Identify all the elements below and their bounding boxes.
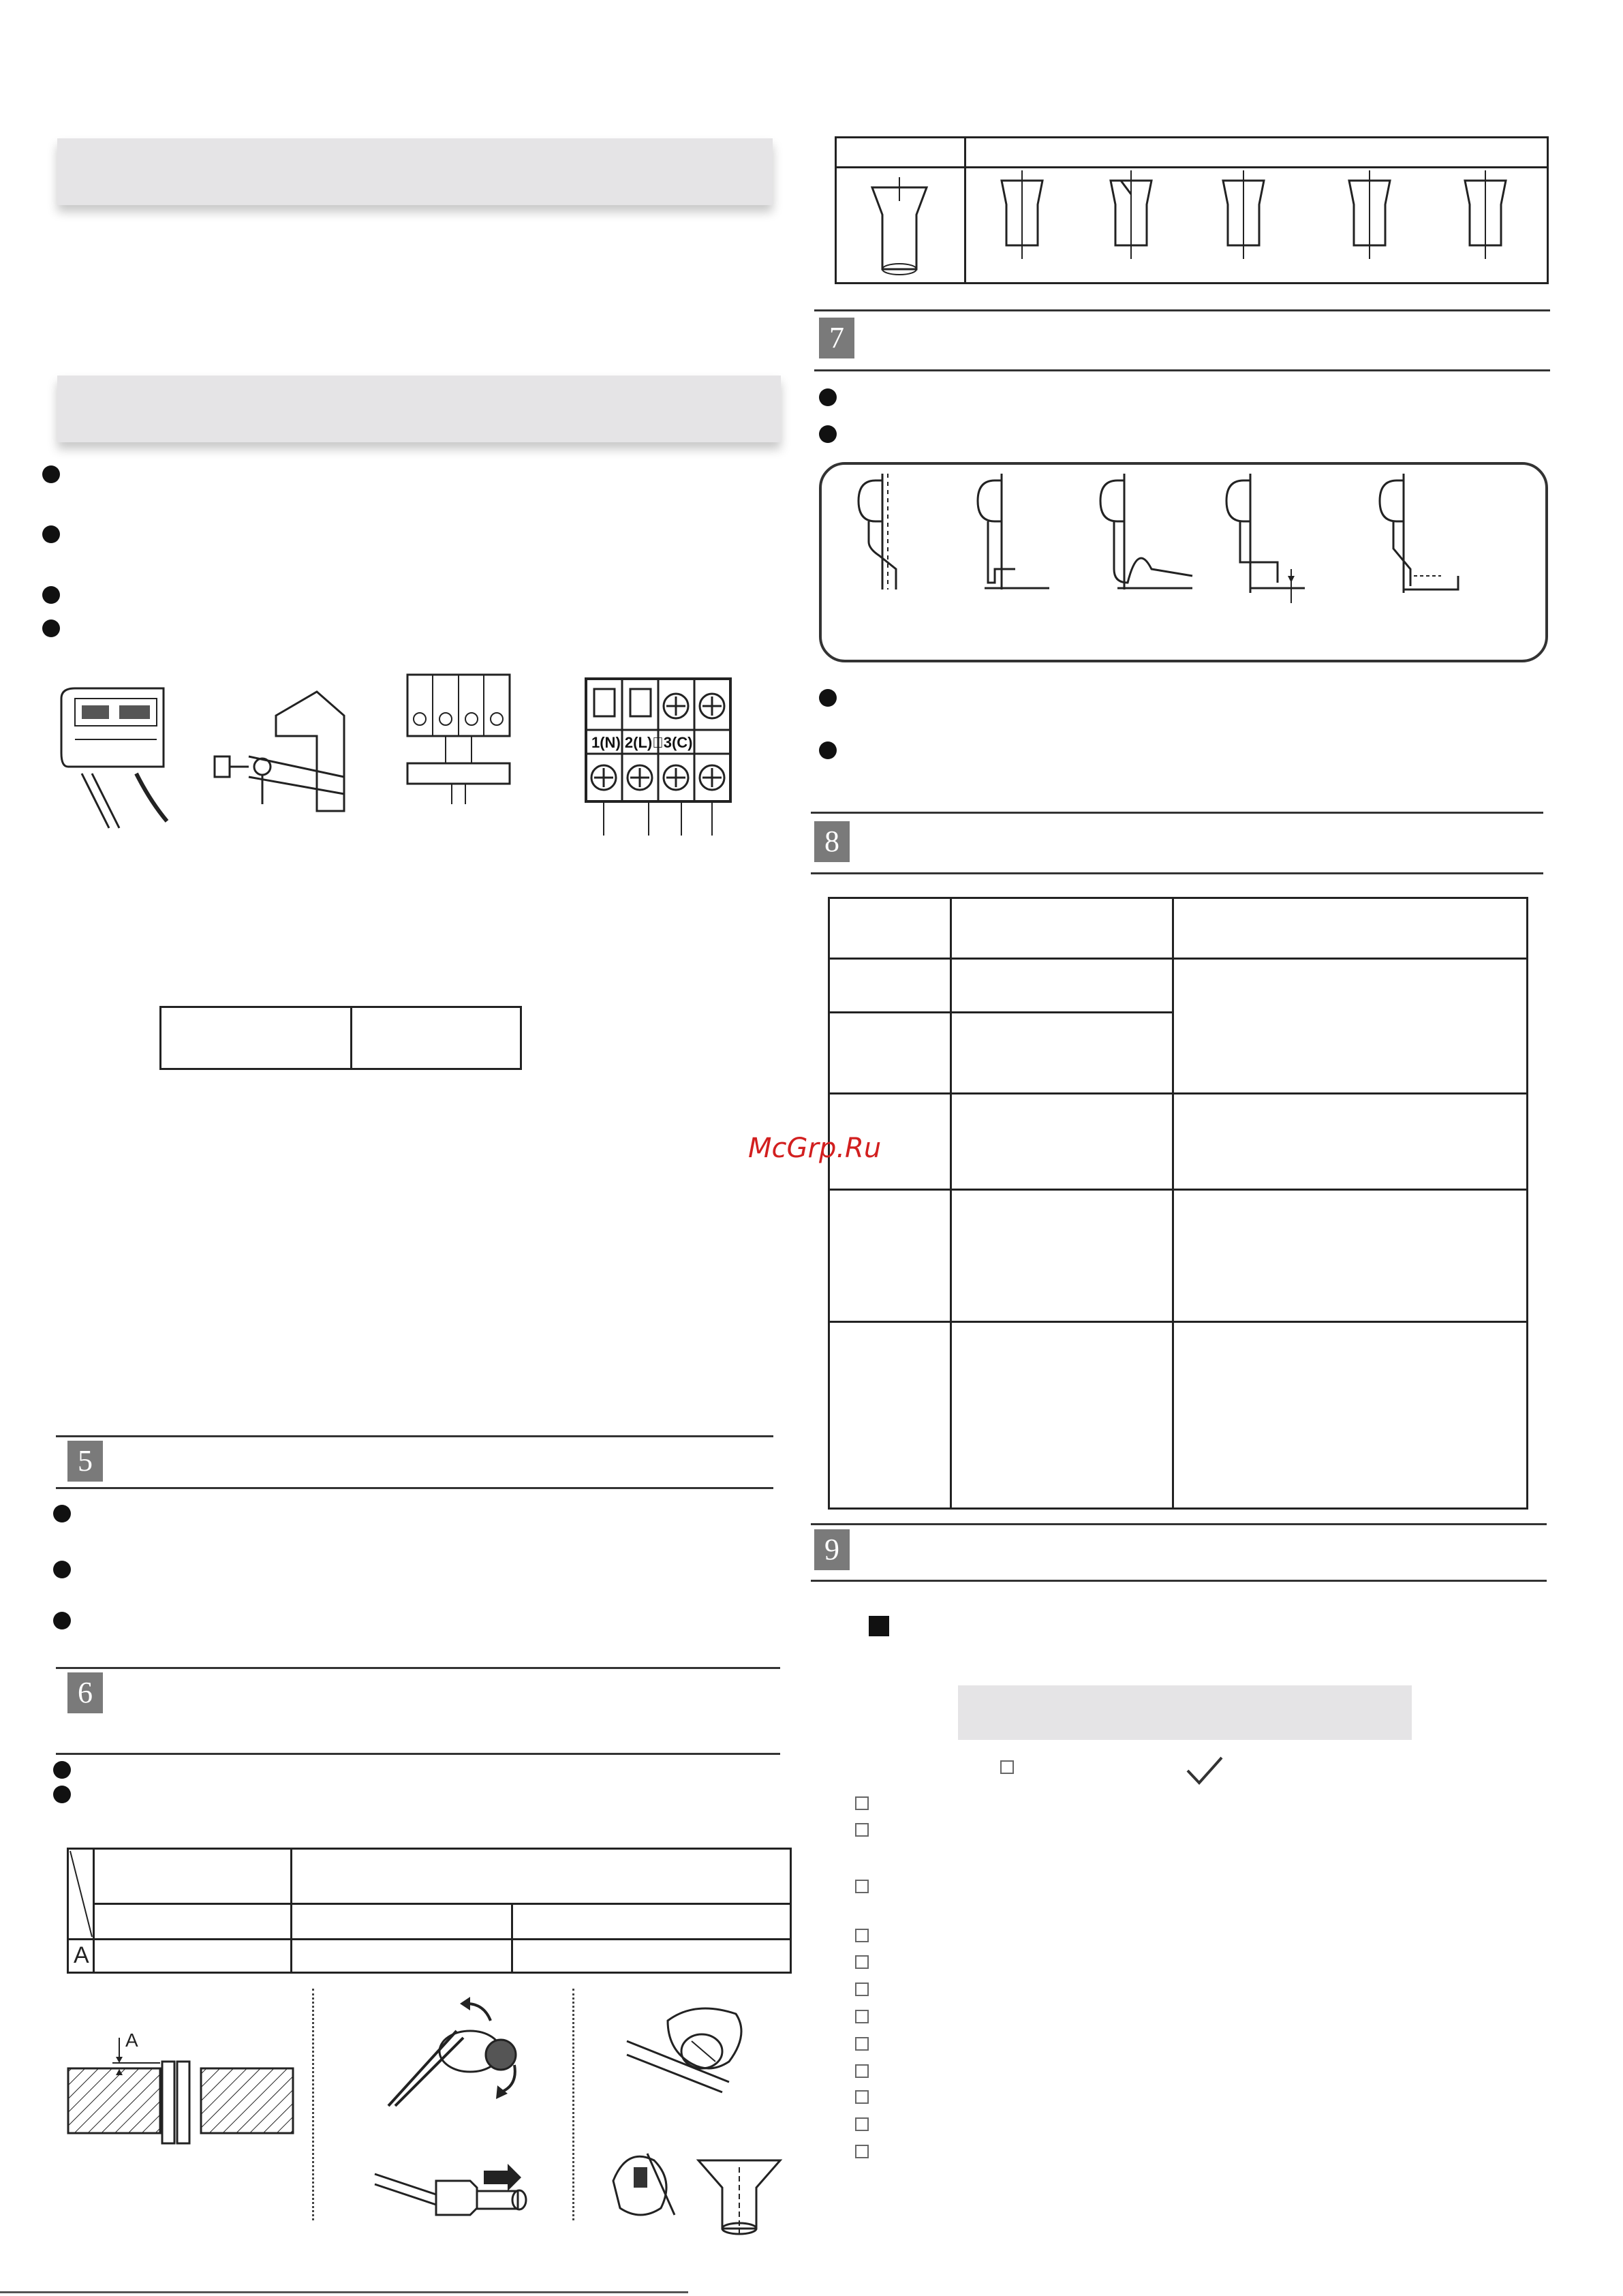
section-5-top-rule xyxy=(56,1435,773,1437)
flared-pipe-illustration xyxy=(698,2160,780,2235)
checklist-checkbox[interactable] xyxy=(855,2010,869,2023)
section-5-number: 5 xyxy=(67,1441,103,1482)
section-8-top-rule xyxy=(811,812,1543,814)
section-6-bottom-rule xyxy=(56,1753,780,1755)
small-spec-table-divider xyxy=(350,1006,352,1070)
bullet-dot-icon xyxy=(42,465,60,483)
section-7-number: 7 xyxy=(819,318,854,358)
terminal-block-label: 1(N) 2(L)⃝3(C) xyxy=(591,734,693,751)
check-mark-icon xyxy=(1186,1756,1224,1786)
correct-flare-icon xyxy=(869,174,930,276)
incorrect-flare-icon xyxy=(1107,170,1155,259)
flare-inspection-header-rule xyxy=(835,166,1549,168)
section-9-number: 9 xyxy=(814,1529,850,1570)
section-5-bottom-rule xyxy=(56,1487,773,1489)
terminal-connection-illustration xyxy=(407,675,510,804)
bullet-dot-icon xyxy=(42,525,60,543)
section-6-top-rule xyxy=(56,1667,780,1669)
watermark: McGrp.Ru xyxy=(748,1133,882,1164)
checklist-checkbox[interactable] xyxy=(855,1880,869,1893)
section-8-number: 8 xyxy=(814,821,850,862)
bullet-dot-icon xyxy=(53,1786,71,1803)
ground-screw-illustration xyxy=(208,688,344,825)
checklist-checkbox[interactable] xyxy=(855,2117,869,2131)
checklist-checkbox[interactable] xyxy=(855,2090,869,2104)
drain-hose-correct-illustration xyxy=(855,474,910,590)
indoor-unit-wiring-illustration xyxy=(55,685,170,835)
flare-table-divider xyxy=(290,1848,292,1974)
section-7-bottom-rule xyxy=(814,369,1550,371)
checklist-checkbox[interactable] xyxy=(855,2037,869,2051)
flare-table-rule xyxy=(93,1903,792,1905)
drain-hose-raised-illustration xyxy=(974,474,1049,590)
checklist-header-banner xyxy=(958,1685,1412,1740)
section-9-bottom-rule xyxy=(811,1580,1547,1582)
bullet-dot-icon xyxy=(819,388,837,406)
bullet-dot-icon xyxy=(819,425,837,443)
bullet-dot-icon xyxy=(53,1561,71,1578)
incorrect-flare-icon xyxy=(998,170,1046,259)
bullet-dot-icon xyxy=(53,1761,71,1779)
checklist-checkbox[interactable] xyxy=(855,1929,869,1942)
bullet-dot-icon xyxy=(819,741,837,759)
flare-inspection-table xyxy=(835,136,1549,284)
section-8-bottom-rule xyxy=(811,872,1543,874)
checkbox-legend-icon xyxy=(1000,1760,1014,1774)
checklist-checkbox[interactable] xyxy=(855,1796,869,1810)
bullet-dot-icon xyxy=(53,1612,71,1629)
incorrect-flare-icon xyxy=(1462,170,1509,259)
section-9-top-rule xyxy=(811,1523,1547,1525)
checklist-checkbox[interactable] xyxy=(855,2145,869,2158)
troubleshooting-table-rule xyxy=(828,958,1528,960)
section-banner-top xyxy=(57,138,773,205)
drain-hose-gap-illustration xyxy=(1223,474,1305,603)
flare-table-row-label: A xyxy=(74,1942,89,1968)
flare-dimension-label: A xyxy=(125,2030,138,2051)
section-7-top-rule xyxy=(814,309,1550,311)
checklist-checkbox[interactable] xyxy=(855,2064,869,2078)
troubleshooting-table-divider xyxy=(1172,897,1174,1510)
figure-divider xyxy=(312,1989,314,2220)
checklist-checkbox[interactable] xyxy=(855,1955,869,1969)
incorrect-flare-icon xyxy=(1220,170,1267,259)
flare-table-divider xyxy=(511,1903,513,1974)
flare-table-rule xyxy=(67,1938,792,1940)
bullet-dot-icon xyxy=(42,619,60,637)
bullet-dot-icon xyxy=(42,586,60,604)
drain-hose-submerged-illustration xyxy=(1376,474,1479,603)
small-spec-table xyxy=(159,1006,522,1070)
bullet-dot-icon xyxy=(819,689,837,707)
pipe-insert-illustration xyxy=(375,2160,531,2215)
flare-table-diagonal xyxy=(69,1850,93,1938)
flare-tool-illustration xyxy=(600,2140,688,2222)
checklist-checkbox[interactable] xyxy=(855,1823,869,1837)
page-footer-rule xyxy=(0,2291,688,2293)
troubleshooting-table-rule xyxy=(828,1189,1528,1191)
section-banner-electrical xyxy=(57,376,781,442)
troubleshooting-table-rule xyxy=(828,1011,1172,1013)
flare-dimension-table xyxy=(67,1848,792,1974)
bullet-dot-icon xyxy=(53,1505,71,1522)
hand-tightening-illustration xyxy=(627,1993,749,2102)
pipe-cutter-illustration xyxy=(382,1990,525,2106)
troubleshooting-table xyxy=(828,897,1528,1510)
drain-hose-wavy-illustration xyxy=(1097,474,1192,590)
checklist-checkbox[interactable] xyxy=(855,1983,869,1996)
terminal-block-illustration xyxy=(586,679,730,836)
troubleshooting-table-rule xyxy=(828,1092,1528,1095)
flare-dimension-illustration xyxy=(68,2031,300,2147)
troubleshooting-table-rule xyxy=(828,1321,1528,1323)
incorrect-flare-icon xyxy=(1346,170,1393,259)
section-6-number: 6 xyxy=(67,1672,103,1713)
flare-inspection-divider xyxy=(964,136,966,284)
troubleshooting-table-divider xyxy=(950,897,952,1510)
figure-divider xyxy=(572,1989,574,2220)
square-bullet-icon xyxy=(869,1616,889,1636)
